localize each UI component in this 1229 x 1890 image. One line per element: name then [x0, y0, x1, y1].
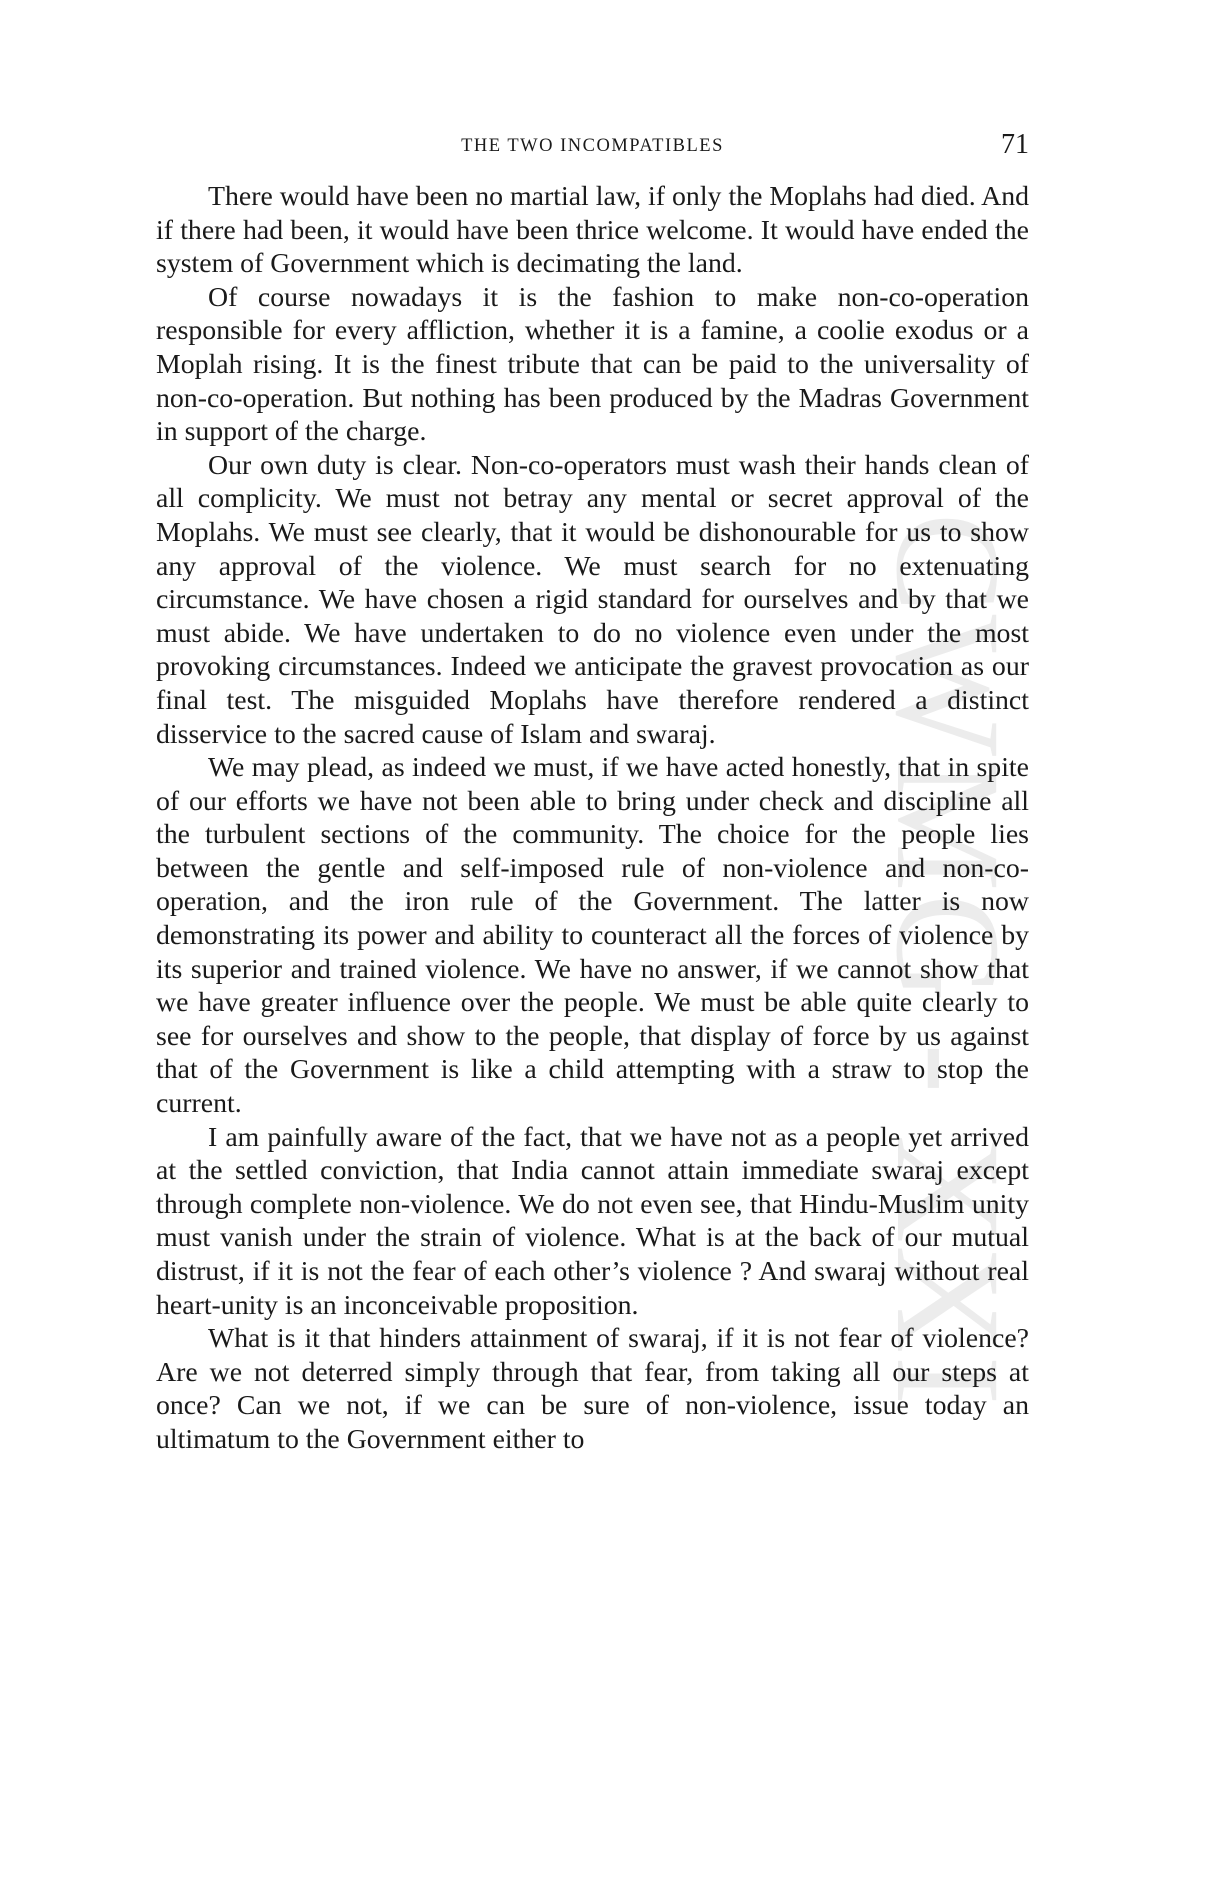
watermark-text: CWMG - XXI — [865, 512, 1031, 1408]
running-head: THE TWO INCOMPATIBLES — [461, 136, 724, 156]
paragraph: There would have been no martial law, if only the Moplahs had died. And if there had been, it would have been thrice welcome. It would have ended the system of Government which is decimating the land. — [156, 181, 1029, 280]
paragraph: I am painfully aware of the fact, that we have not as a people yet arrived at the settled conviction, that India cannot attain immediate swaraj except through complete non-violence. We do not even see, that Hindu-Muslim unity must vanish under the strain of violence. What is at the back of our mutual distrust, if it is not the fear of each other’s violence ? And swaraj without real heart-unity is an inconceivable proposition. — [156, 1121, 1029, 1321]
paragraph: What is it that hinders attainment of swaraj, if it is not fear of violence? Are we not deterred simply through that fear, from taking all our steps at once? Can we not, if we can be sure of non-violence, issue today an ultimatum to the Government either to — [156, 1323, 1029, 1455]
paragraph: Of course nowadays it is the fashion to make non-co-operation responsible for every affliction, whether it is a famine, a coolie exodus or a Moplah rising. It is the finest tribute that can be paid to the universality of non-co-operation. But nothing has been produced by the Madras Government in support of the charge. — [156, 281, 1029, 448]
page-header — [156, 126, 1029, 166]
body-text — [156, 180, 1029, 1457]
page-number: 71 — [1001, 129, 1029, 160]
paragraph: We may plead, as indeed we must, if we have acted honestly, that in spite of our efforts we have not been able to bring under check and discipline all the turbulent sections of the community. The choice for the people lies between the gentle and self-imposed rule of non-violence and non-co-operation, and the iron rule of the Government. The latter is now demonstrating its power and ability to counteract all the forces of violence by its superior and trained violence. We have no answer, if we cannot show that we have greater influence over the people. We must be able quite clearly to see for ourselves and show to the people, that display of force by us against that of the Government is like a child attempting with a straw to stop the current. — [156, 752, 1029, 1120]
paragraph: Our own duty is clear. Non-co-operators must wash their hands clean of all complicity. We must not betray any mental or secret approval of the Moplahs. We must see clearly, that it would be dishonourable for us to show any approval of the violence. We must search for no extenuating circumstance. We have chosen a rigid standard for ourselves and by that we must abide. We have undertaken to do no violence even under the most provoking circumstances. Indeed we anticipate the gravest provocation as our final test. The misguided Moplahs have therefore rendered a distinct disservice to the sacred cause of Islam and swaraj. — [156, 449, 1029, 750]
